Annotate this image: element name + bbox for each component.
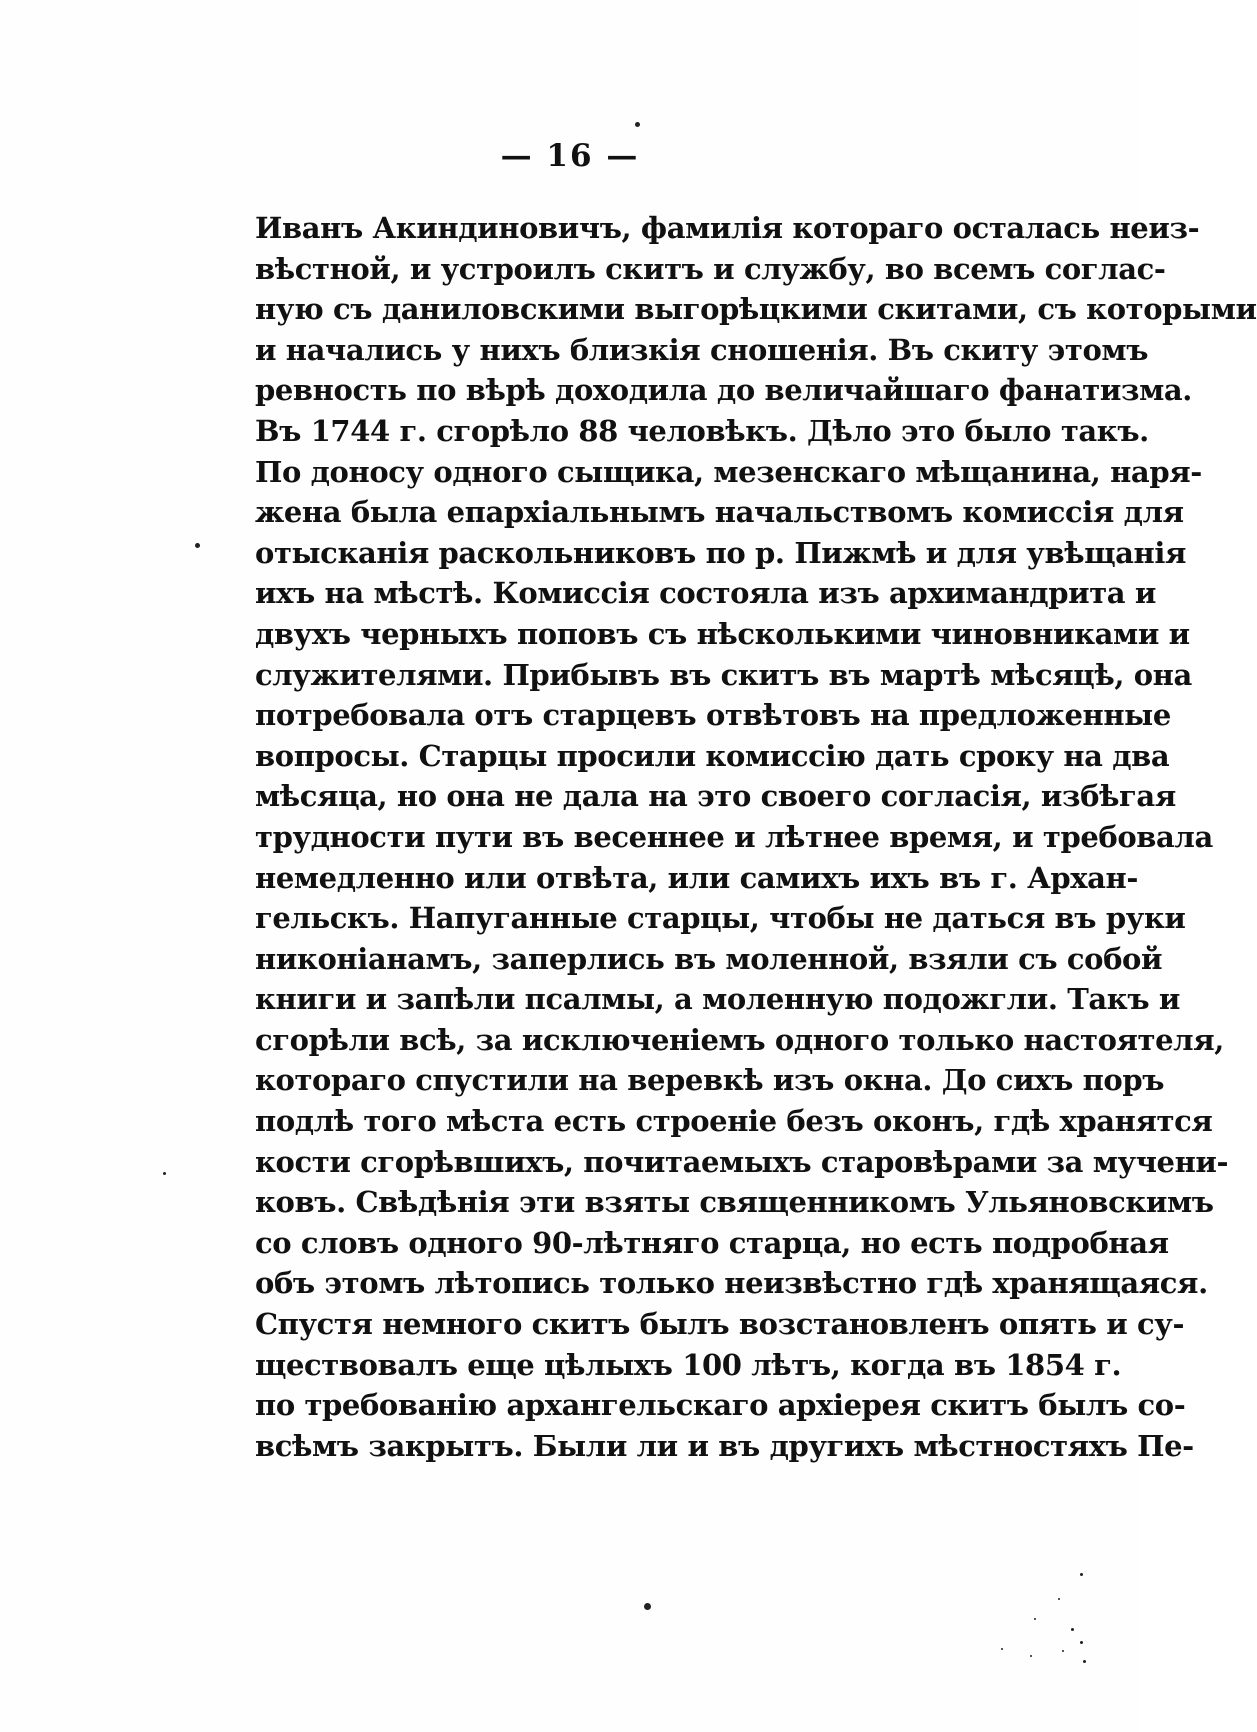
scan-speck — [644, 1603, 651, 1610]
text-line: всѣмъ закрытъ. Были ли и въ другихъ мѣстностяхъ Пе- — [255, 1428, 1194, 1463]
text-line: трудности пути въ весеннее и лѣтнее время, и требовала — [255, 819, 1213, 854]
text-line: и начались у нихъ близкія сношенія. Въ скиту этомъ — [255, 332, 1149, 367]
scan-speck — [1058, 1598, 1060, 1600]
text-line: потребовала отъ старцевъ отвѣтовъ на предложенные — [255, 698, 1171, 733]
text-line: никоніанамъ, заперлись въ моленной, взяли съ собой — [255, 941, 1163, 976]
text-line: вѣстной, и устроилъ скитъ и службу, во всемъ соглас- — [255, 251, 1166, 286]
scan-speck — [1034, 1618, 1036, 1620]
text-line: По доносу одного сыщика, мезенскаго мѣщанина, наря- — [255, 454, 1202, 489]
text-line: ковъ. Свѣдѣнія эти взяты священникомъ Ульяновскимъ — [255, 1185, 1214, 1220]
scan-speck — [1062, 1650, 1064, 1652]
text-line: подлѣ того мѣста есть строеніе безъ оконъ, гдѣ хранятся — [255, 1104, 1213, 1139]
scan-speck — [1083, 1660, 1086, 1663]
text-line: по требованію архангельскаго архіерея скитъ былъ со- — [255, 1388, 1186, 1423]
text-line: сгорѣли всѣ, за исключеніемъ одного только настоятеля, — [255, 1022, 1224, 1057]
scan-speck — [195, 543, 200, 548]
text-line: отысканія раскольниковъ по р. Пижмѣ и для увѣщанія — [255, 535, 1187, 570]
scan-speck — [1030, 1655, 1032, 1657]
text-line: гельскъ. Напуганные старцы, чтобы не даться въ руки — [255, 901, 1186, 936]
text-line: ществовалъ еще цѣлыхъ 100 лѣтъ, когда въ 1854 г. — [255, 1347, 1122, 1382]
text-line: ихъ на мѣстѣ. Комиссія состояла изъ архимандрита и — [255, 576, 1156, 611]
text-line: ную съ даниловскими выгорѣцкими скитами, съ которыми — [255, 292, 1257, 327]
text-line: двухъ черныхъ поповъ съ нѣсколькими чиновниками и — [255, 616, 1190, 651]
text-line: жена была епархіальнымъ начальствомъ комиссія для — [255, 495, 1184, 530]
text-line: со словъ одного 90-лѣтняго старца, но есть подробная — [255, 1225, 1169, 1260]
text-line: вопросы. Старцы просили комиссію дать сроку на два — [255, 738, 1170, 773]
scan-speck — [1080, 1641, 1083, 1644]
text-line: котораго спустили на веревкѣ изъ окна. До сихъ поръ — [255, 1063, 1165, 1098]
text-line: мѣсяца, но она не дала на это своего согласія, избѣгая — [255, 779, 1176, 814]
text-line: Иванъ Акиндиновичъ, фамилія котораго осталась неиз- — [255, 211, 1200, 245]
text-line: объ этомъ лѣтопись только неизвѣстно гдѣ хранящаяся. — [255, 1266, 1208, 1301]
body-text — [255, 208, 1257, 1466]
scan-speck — [635, 122, 640, 127]
scan-speck — [163, 1172, 166, 1175]
text-line: служителями. Прибывъ въ скитъ въ мартѣ мѣсяцѣ, она — [255, 657, 1192, 692]
text-line: немедленно или отвѣта, или самихъ ихъ въ г. Архан- — [255, 860, 1138, 895]
text-line: Спустя немного скитъ былъ возстановленъ опять и су- — [255, 1307, 1185, 1342]
scan-speck — [1071, 1628, 1074, 1631]
text-line: Въ 1744 г. сгорѣло 88 человѣкъ. Дѣло это было такъ. — [255, 413, 1149, 448]
text-line: ревность по вѣрѣ доходила до величайшаго фанатизма. — [255, 373, 1192, 408]
text-line: книги и запѣли псалмы, а моленную подожгли. Такъ и — [255, 982, 1180, 1017]
scan-speck — [1080, 1573, 1083, 1576]
page-number: — 16 — — [500, 138, 640, 174]
scan-speck — [1001, 1648, 1003, 1650]
text-line: кости сгорѣвшихъ, почитаемыхъ старовѣрами за мучени- — [255, 1144, 1229, 1179]
